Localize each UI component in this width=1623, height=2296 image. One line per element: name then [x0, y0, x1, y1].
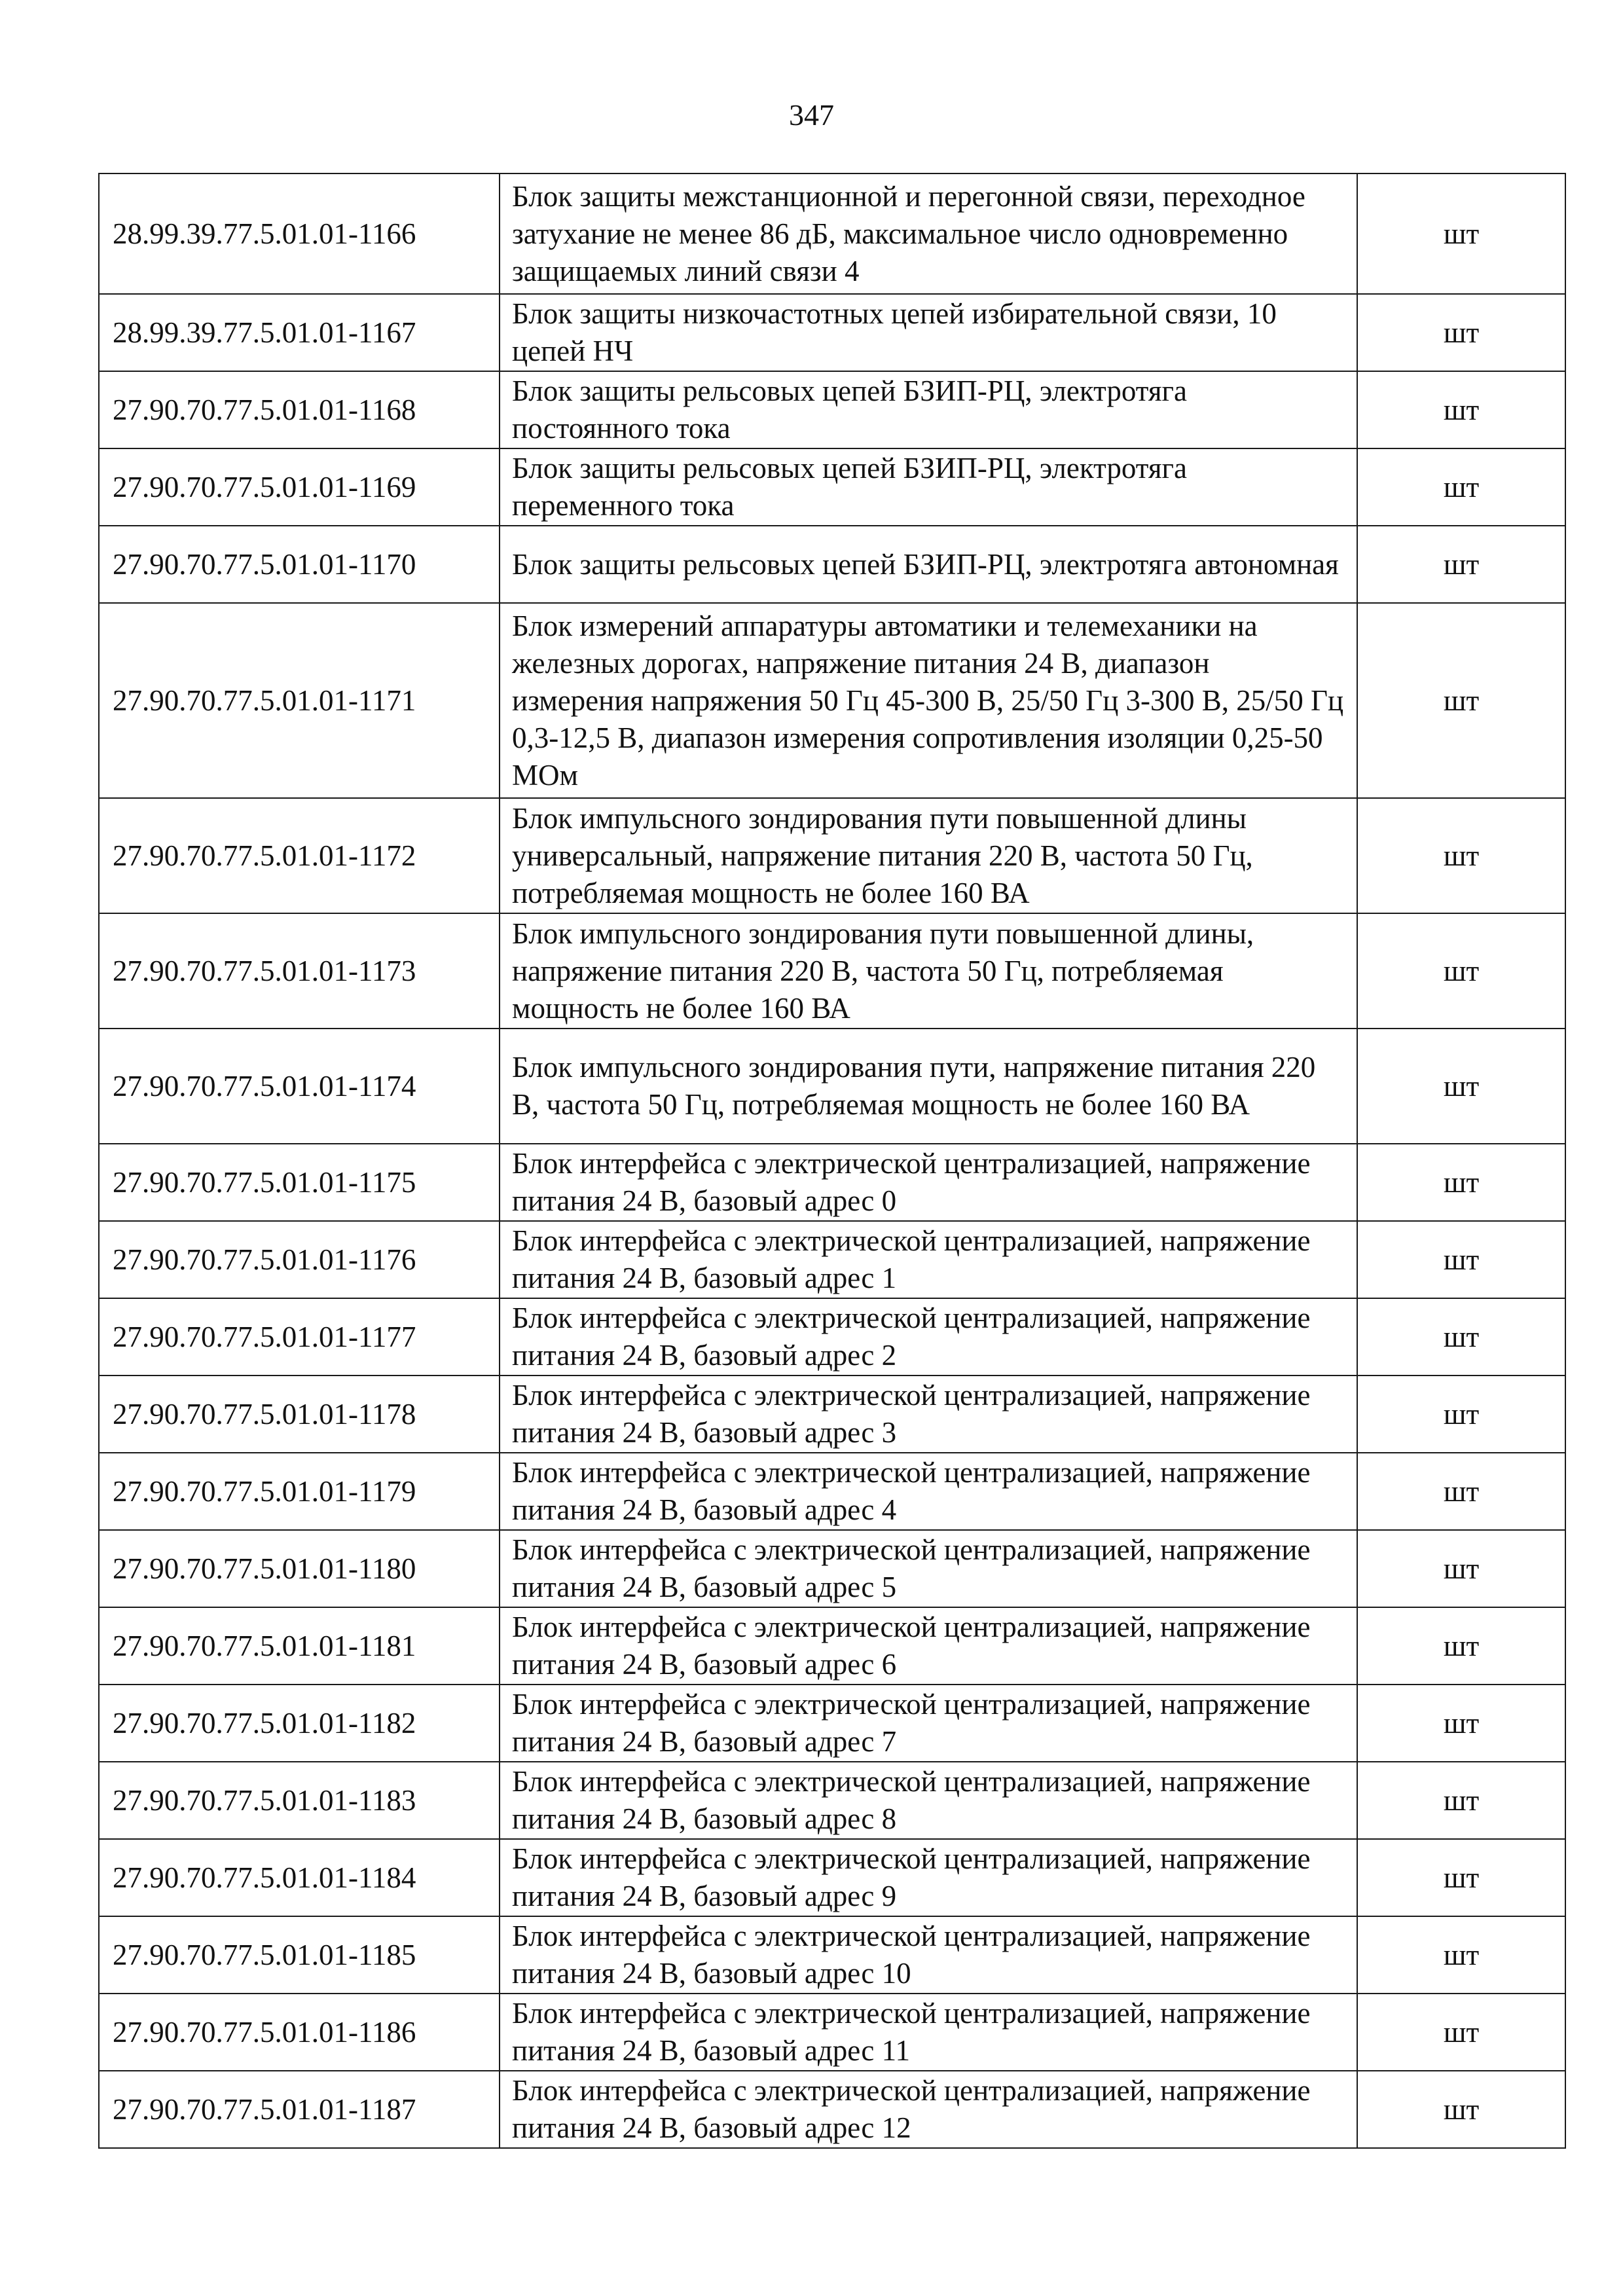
resource-code: 27.90.70.77.5.01.01-1184 [99, 1839, 500, 1916]
resource-description: Блок интерфейса с электрической централизацией, напряжение питания 24 В, базовый адрес 1 [500, 1221, 1357, 1298]
resource-code: 28.99.39.77.5.01.01-1166 [99, 173, 500, 294]
unit-of-measure: шт [1357, 913, 1565, 1029]
table-row [99, 2071, 1565, 2148]
page-number: 347 [789, 98, 834, 132]
resource-code: 27.90.70.77.5.01.01-1179 [99, 1453, 500, 1530]
unit-of-measure: шт [1357, 1530, 1565, 1607]
table-row [99, 1762, 1565, 1839]
resource-code: 27.90.70.77.5.01.01-1171 [99, 603, 500, 798]
resource-description: Блок интерфейса с электрической централизацией, напряжение питания 24 В, базовый адрес 6 [500, 1607, 1357, 1685]
table-row [99, 798, 1565, 913]
table-row [99, 1144, 1565, 1221]
unit-of-measure: шт [1357, 1994, 1565, 2071]
unit-of-measure: шт [1357, 371, 1565, 448]
table-row [99, 1029, 1565, 1144]
resource-code: 27.90.70.77.5.01.01-1185 [99, 1916, 500, 1994]
table-row [99, 1839, 1565, 1916]
table-row [99, 1221, 1565, 1298]
resource-description: Блок интерфейса с электрической централизацией, напряжение питания 24 В, базовый адрес 4 [500, 1453, 1357, 1530]
resource-description: Блок защиты рельсовых цепей БЗИП-РЦ, электротяга автономная [500, 526, 1357, 603]
resource-description: Блок интерфейса с электрической централизацией, напряжение питания 24 В, базовый адрес 11 [500, 1994, 1357, 2071]
resource-code: 27.90.70.77.5.01.01-1170 [99, 526, 500, 603]
table-row [99, 603, 1565, 798]
resource-description: Блок интерфейса с электрической централизацией, напряжение питания 24 В, базовый адрес 2 [500, 1298, 1357, 1376]
resource-code: 27.90.70.77.5.01.01-1180 [99, 1530, 500, 1607]
resource-code: 27.90.70.77.5.01.01-1181 [99, 1607, 500, 1685]
resource-description: Блок интерфейса с электрической централизацией, напряжение питания 24 В, базовый адрес 0 [500, 1144, 1357, 1221]
resource-code: 27.90.70.77.5.01.01-1175 [99, 1144, 500, 1221]
resource-description: Блок защиты низкочастотных цепей избирательной связи, 10 цепей НЧ [500, 294, 1357, 371]
table-row [99, 526, 1565, 603]
unit-of-measure: шт [1357, 1144, 1565, 1221]
table-row [99, 294, 1565, 371]
resource-description: Блок импульсного зондирования пути повышенной длины универсальный, напряжение питания 220 В, частота 50 Гц, потребляемая мощность не более 160 ВА [500, 798, 1357, 913]
resource-description: Блок интерфейса с электрической централизацией, напряжение питания 24 В, базовый адрес 12 [500, 2071, 1357, 2148]
table-row [99, 1607, 1565, 1685]
resource-description: Блок импульсного зондирования пути, напряжение питания 220 В, частота 50 Гц, потребляемая мощность не более 160 ВА [500, 1029, 1357, 1144]
resource-code: 27.90.70.77.5.01.01-1183 [99, 1762, 500, 1839]
table-row [99, 1994, 1565, 2071]
unit-of-measure: шт [1357, 1762, 1565, 1839]
resource-code: 27.90.70.77.5.01.01-1176 [99, 1221, 500, 1298]
unit-of-measure: шт [1357, 1839, 1565, 1916]
unit-of-measure: шт [1357, 1916, 1565, 1994]
resource-description: Блок интерфейса с электрической централизацией, напряжение питания 24 В, базовый адрес 3 [500, 1376, 1357, 1453]
resource-code: 27.90.70.77.5.01.01-1177 [99, 1298, 500, 1376]
table-row [99, 1530, 1565, 1607]
resource-code: 27.90.70.77.5.01.01-1178 [99, 1376, 500, 1453]
table-row [99, 1916, 1565, 1994]
resource-code: 27.90.70.77.5.01.01-1172 [99, 798, 500, 913]
unit-of-measure: шт [1357, 1607, 1565, 1685]
resource-code: 28.99.39.77.5.01.01-1167 [99, 294, 500, 371]
resource-description: Блок защиты рельсовых цепей БЗИП-РЦ, электротяга переменного тока [500, 448, 1357, 526]
resource-description: Блок интерфейса с электрической централизацией, напряжение питания 24 В, базовый адрес 8 [500, 1762, 1357, 1839]
resource-code: 27.90.70.77.5.01.01-1182 [99, 1685, 500, 1762]
unit-of-measure: шт [1357, 526, 1565, 603]
resource-code: 27.90.70.77.5.01.01-1187 [99, 2071, 500, 2148]
unit-of-measure: шт [1357, 1298, 1565, 1376]
resource-code: 27.90.70.77.5.01.01-1169 [99, 448, 500, 526]
unit-of-measure: шт [1357, 294, 1565, 371]
resource-code: 27.90.70.77.5.01.01-1186 [99, 1994, 500, 2071]
table-row [99, 1453, 1565, 1530]
table-row [99, 1298, 1565, 1376]
resource-description: Блок импульсного зондирования пути повышенной длины, напряжение питания 220 В, частота 50 Гц, потребляемая мощность не более 160 ВА [500, 913, 1357, 1029]
resource-description: Блок интерфейса с электрической централизацией, напряжение питания 24 В, базовый адрес 5 [500, 1530, 1357, 1607]
resource-description: Блок интерфейса с электрической централизацией, напряжение питания 24 В, базовый адрес 7 [500, 1685, 1357, 1762]
unit-of-measure: шт [1357, 1685, 1565, 1762]
unit-of-measure: шт [1357, 1221, 1565, 1298]
unit-of-measure: шт [1357, 603, 1565, 798]
unit-of-measure: шт [1357, 2071, 1565, 2148]
resource-description: Блок интерфейса с электрической централизацией, напряжение питания 24 В, базовый адрес 9 [500, 1839, 1357, 1916]
resource-description: Блок защиты межстанционной и перегонной связи, переходное затухание не менее 86 дБ, максимальное число одновременно защищаемых линий связи 4 [500, 173, 1357, 294]
resource-code: 27.90.70.77.5.01.01-1173 [99, 913, 500, 1029]
unit-of-measure: шт [1357, 1029, 1565, 1144]
unit-of-measure: шт [1357, 173, 1565, 294]
table-row [99, 913, 1565, 1029]
table-row [99, 448, 1565, 526]
unit-of-measure: шт [1357, 1453, 1565, 1530]
unit-of-measure: шт [1357, 798, 1565, 913]
table-row [99, 173, 1565, 294]
table-row [99, 1685, 1565, 1762]
resource-code: 27.90.70.77.5.01.01-1168 [99, 371, 500, 448]
resource-description: Блок измерений аппаратуры автоматики и телемеханики на железных дорогах, напряжение питания 24 В, диапазон измерения напряжения 50 Гц 45-300 В, 25/50 Гц 3-300 В, 25/50 Гц 0,3-12,5 В, диапазон измерения сопротивления изоляции 0,25-50 МОм [500, 603, 1357, 798]
unit-of-measure: шт [1357, 448, 1565, 526]
resource-description: Блок интерфейса с электрической централизацией, напряжение питания 24 В, базовый адрес 10 [500, 1916, 1357, 1994]
unit-of-measure: шт [1357, 1376, 1565, 1453]
resource-description: Блок защиты рельсовых цепей БЗИП-РЦ, электротяга постоянного тока [500, 371, 1357, 448]
resource-code: 27.90.70.77.5.01.01-1174 [99, 1029, 500, 1144]
table-row [99, 371, 1565, 448]
table-row [99, 1376, 1565, 1453]
resource-table [98, 173, 1566, 2149]
